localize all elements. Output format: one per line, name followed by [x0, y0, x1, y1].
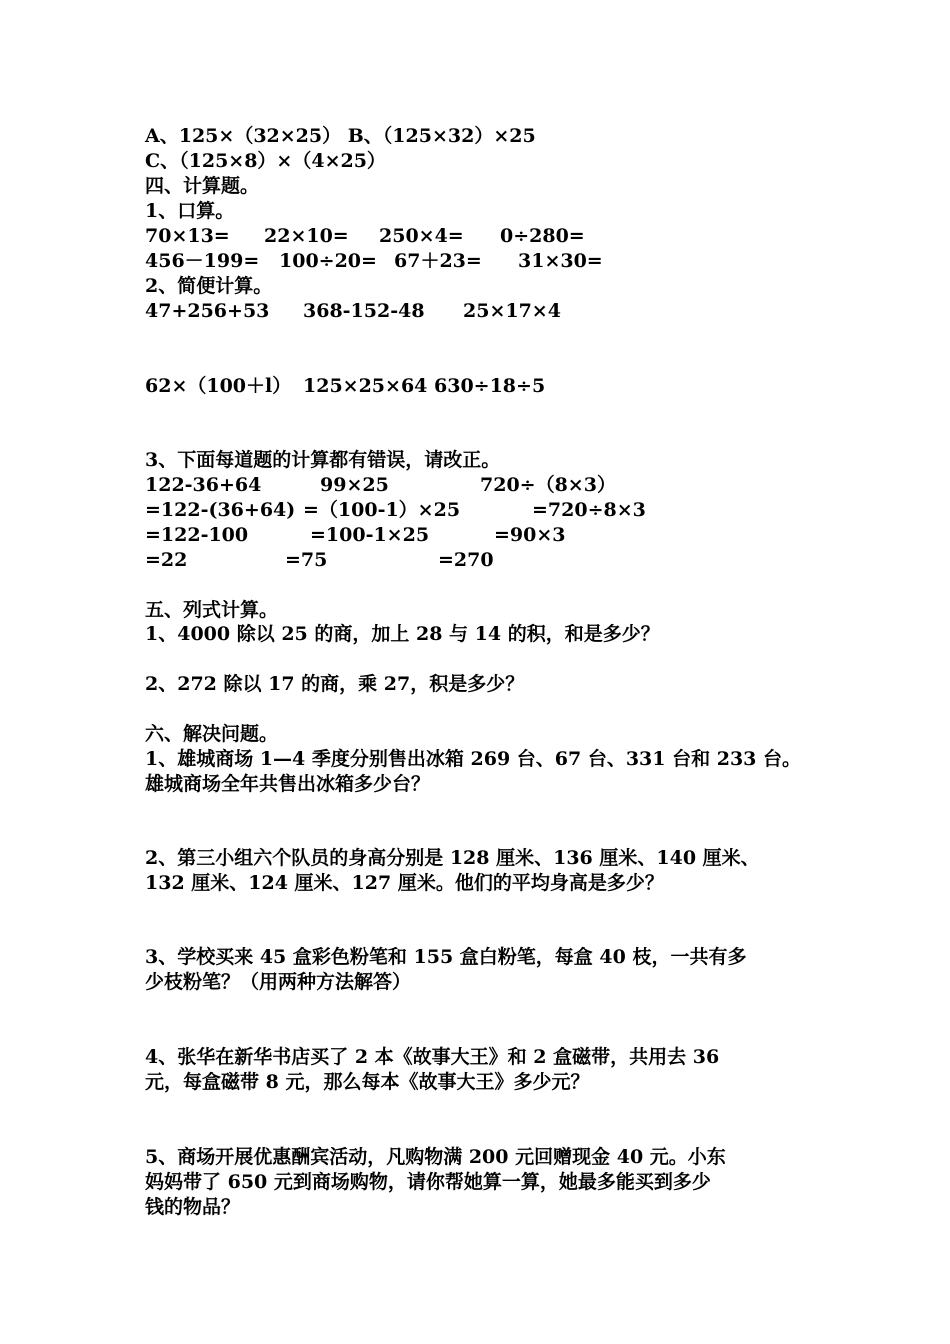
choice-option-line-2: C、（125×8）×（4×25）	[145, 150, 386, 172]
q6-3-line-1: 3、学校买来 45 盒彩色粉笔和 155 盒白粉笔，每盒 40 枝，一共有多	[145, 946, 747, 968]
oral-calc-item: 100÷20=	[279, 250, 377, 272]
oral-calc-item: 0÷280=	[500, 225, 585, 247]
oral-calc-item: 250×4=	[379, 225, 464, 247]
correction-step: =90×3	[494, 524, 566, 546]
q6-1-line-2: 雄城商场全年共售出冰箱多少台？	[145, 773, 431, 795]
q6-3-line-2: 少枝粉笔？（用两种方法解答）	[145, 971, 412, 993]
q6-5-line-1: 5、商场开展优惠酬宾活动，凡购物满 200 元回赠现金 40 元。小东	[145, 1146, 726, 1168]
oral-calc-item: 22×10=	[264, 225, 349, 247]
oral-calc-item: 70×13=	[145, 225, 230, 247]
simplify-item: 62×（100＋l）	[145, 375, 292, 397]
simplify-item: 25×17×4	[463, 300, 561, 322]
correction-step: =270	[438, 549, 494, 571]
simplify-item: 368-152-48	[303, 300, 425, 322]
section-4-title: 四、计算题。	[145, 175, 260, 197]
correction-step: =22	[145, 549, 188, 571]
correction-step: 122-36+64	[145, 474, 262, 496]
q5-1: 1、4000 除以 25 的商，加上 28 与 14 的积，和是多少？	[145, 623, 660, 645]
q4-3-title: 3、下面每道题的计算都有错误，请改正。	[145, 449, 501, 471]
q4-1-title: 1、口算。	[145, 200, 235, 222]
correction-step: =100-1×25	[310, 524, 430, 546]
simplify-item: 630÷18÷5	[434, 375, 546, 397]
choice-option-line-1: A、125×（32×25） B、（125×32）×25	[145, 125, 536, 147]
correction-step: =122-(36+64)	[145, 499, 296, 521]
simplify-item: 125×25×64	[303, 375, 428, 397]
correction-step: =720÷8×3	[532, 499, 646, 521]
q6-5-line-2: 妈妈带了 650 元到商场购物，请你帮她算一算，她最多能买到多少	[145, 1171, 711, 1193]
q6-2-line-2: 132 厘米、124 厘米、127 厘米。他们的平均身高是多少？	[145, 872, 664, 894]
q6-2-line-1: 2、第三小组六个队员的身高分别是 128 厘米、136 厘米、140 厘米、	[145, 847, 760, 869]
correction-step: 720÷（8×3）	[480, 474, 616, 496]
q6-4-line-1: 4、张华在新华书店买了 2 本《故事大王》和 2 盒磁带，共用去 36	[145, 1046, 720, 1068]
q6-4-line-2: 元，每盒磁带 8 元，那么每本《故事大王》多少元？	[145, 1071, 590, 1093]
q4-2-title: 2、简便计算。	[145, 275, 273, 297]
correction-step: 99×25	[320, 474, 389, 496]
section-6-title: 六、解决问题。	[145, 723, 279, 745]
correction-step: =（100-1）×25	[303, 499, 461, 521]
q5-2: 2、272 除以 17 的商，乘 27，积是多少？	[145, 673, 525, 695]
q6-5-line-3: 钱的物品？	[145, 1196, 241, 1218]
oral-calc-item: 31×30=	[518, 250, 603, 272]
correction-step: =122-100	[145, 524, 249, 546]
oral-calc-item: 67＋23=	[394, 250, 482, 272]
section-5-title: 五、列式计算。	[145, 599, 279, 621]
simplify-item: 47+256+53	[145, 300, 270, 322]
oral-calc-item: 456－199=	[145, 250, 260, 272]
q6-1-line-1: 1、雄城商场 1—4 季度分别售出冰箱 269 台、67 台、331 台和 233 台。	[145, 748, 802, 770]
correction-step: =75	[285, 549, 328, 571]
